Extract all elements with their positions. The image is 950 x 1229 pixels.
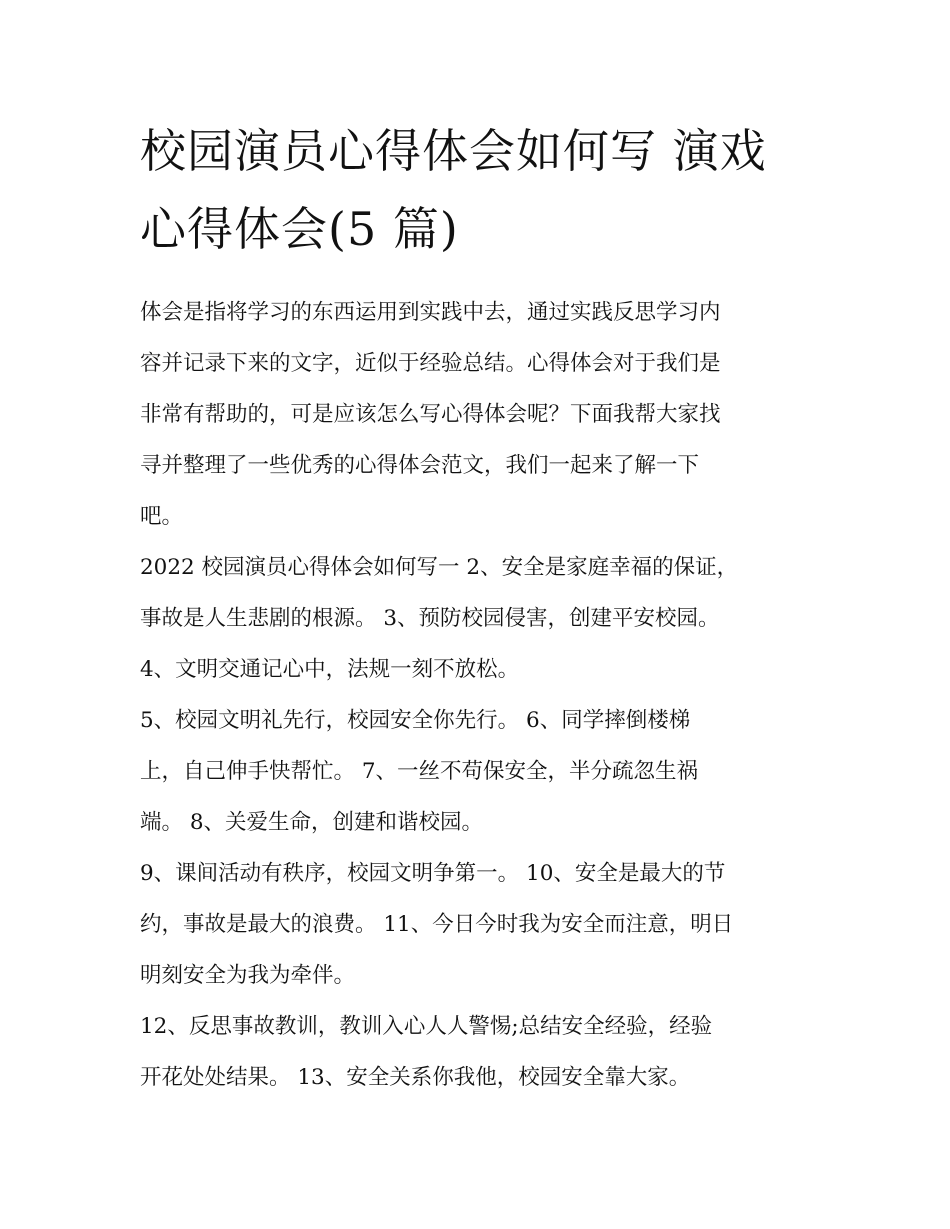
body-paragraph: 4、文明交通记心中，法规一刻不放松。 bbox=[140, 657, 520, 682]
body-paragraph: 12、反思事故教训，教训入心人人警惕;总结安全经验，经验 开花处处结果。 13、安全关系你我他，校园安全靠大家。 bbox=[140, 1014, 713, 1090]
document-body bbox=[140, 112, 820, 1103]
document-title: 校园演员心得体会如何写 演戏 心得体会(5 篇) bbox=[140, 124, 767, 256]
body-paragraph: 5、校园文明礼先行，校园安全你先行。 6、同学摔倒楼梯 上，自己伸手快帮忙。 7、一丝不苟保安全，半分疏忽生祸 端。 8、关爱生命，创建和谐校园。 bbox=[140, 708, 699, 835]
body-paragraph: 2022 校园演员心得体会如何写一 2、安全是家庭幸福的保证， 事故是人生悲剧的根源。 3、预防校园侵害，创建平安校园。 bbox=[140, 555, 739, 631]
intro-paragraph: 体会是指将学习的东西运用到实践中去，通过实践反思学习内 容并记录下来的文字，近似于经验总结。心得体会对于我们是 非常有帮助的，可是应该怎么写心得体会呢？下面我帮大家找 寻并整理了一些优秀的心得体会范文，我们一起来了解一下 吧。 bbox=[140, 300, 721, 529]
body-paragraph: 9、课间活动有秩序，校园文明争第一。 10、安全是最大的节 约，事故是最大的浪费。 11、今日今时我为安全而注意，明日 明刻安全为我为牵伴。 bbox=[140, 861, 734, 988]
